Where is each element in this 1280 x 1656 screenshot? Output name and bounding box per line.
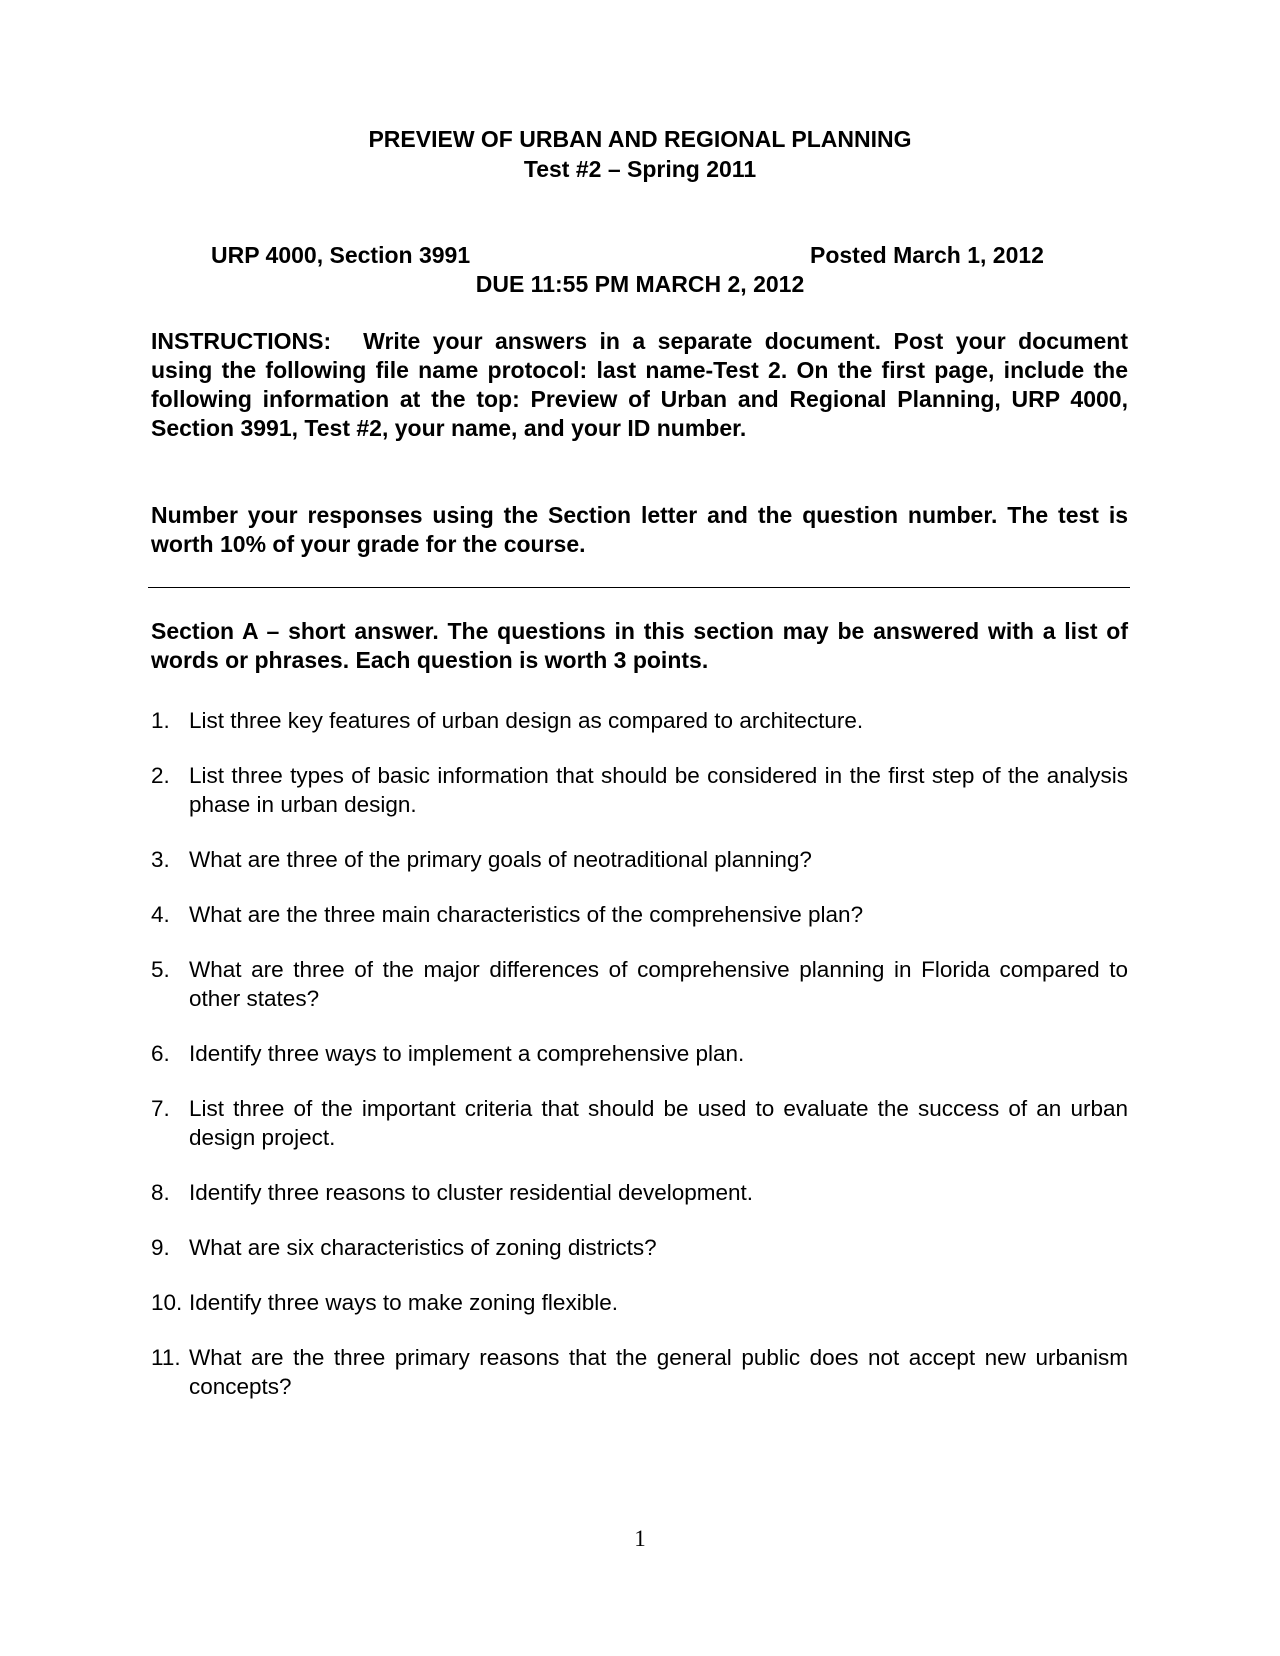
question-number: 8. [151, 1180, 170, 1205]
question-number: 1. [151, 708, 170, 733]
question-item [151, 1288, 1128, 1317]
question-number: 4. [151, 902, 170, 927]
instructions-text: Write your answers in a separate document. Post your document using the following file name protocol: last name-Test 2. On the first page, include the following information at the top: Preview of Urban and Regional Planning, URP 4000, Section 3991, Test #2, your name, and your ID number. [151, 328, 1128, 441]
question-number: 7. [151, 1096, 170, 1121]
question-item [151, 900, 1128, 929]
question-number: 10. [151, 1290, 183, 1315]
document-subtitle: Test #2 – Spring 2011 [523, 156, 757, 182]
instructions-label: INSTRUCTIONS: [151, 328, 332, 354]
question-item [151, 1343, 1128, 1401]
question-item [151, 955, 1128, 1013]
horizontal-divider [148, 587, 1130, 588]
question-number: 9. [151, 1235, 170, 1260]
question-text: List three types of basic information that should be considered in the first step of the analysis phase in urban design. [189, 763, 1128, 817]
question-number: 11. [151, 1345, 181, 1370]
numbering-note: Number your responses using the Section letter and the question number. The test is worth 10% of your grade for the course. [151, 502, 1128, 557]
question-text: Identify three reasons to cluster residential development. [189, 1180, 754, 1205]
posted-date: Posted March 1, 2012 [810, 242, 1044, 268]
section-a-heading: Section A – short answer. The questions in this section may be answered with a list of words or phrases. Each question is worth 3 points. [151, 618, 1128, 673]
question-list [151, 706, 1128, 1401]
question-item [151, 761, 1128, 819]
question-item [151, 1094, 1128, 1152]
question-text: What are the three primary reasons that the general public does not accept new urbanism concepts? [189, 1345, 1128, 1399]
instructions-paragraph [151, 327, 1128, 443]
page-number: 1 [634, 1526, 646, 1551]
question-text: What are three of the major differences of comprehensive planning in Florida compared to other states? [189, 957, 1128, 1011]
question-text: Identify three ways to implement a comprehensive plan. [189, 1041, 745, 1066]
question-text: List three of the important criteria that should be used to evaluate the success of an urban design project. [189, 1096, 1128, 1150]
question-item [151, 1233, 1128, 1262]
question-item [151, 706, 1128, 735]
question-item [151, 1039, 1128, 1068]
question-text: List three key features of urban design as compared to architecture. [189, 708, 864, 733]
question-item [151, 1178, 1128, 1207]
document-title: PREVIEW OF URBAN AND REGIONAL PLANNING [368, 126, 912, 152]
question-number: 3. [151, 847, 170, 872]
question-number: 2. [151, 763, 170, 788]
question-number: 6. [151, 1041, 170, 1066]
question-text: What are three of the primary goals of neotraditional planning? [189, 847, 812, 872]
question-text: Identify three ways to make zoning flexible. [189, 1290, 618, 1315]
due-date: DUE 11:55 PM MARCH 2, 2012 [475, 271, 805, 297]
course-section: URP 4000, Section 3991 [211, 242, 471, 268]
question-number: 5. [151, 957, 170, 982]
question-text: What are six characteristics of zoning districts? [189, 1235, 657, 1260]
question-item [151, 845, 1128, 874]
question-text: What are the three main characteristics of the comprehensive plan? [189, 902, 864, 927]
